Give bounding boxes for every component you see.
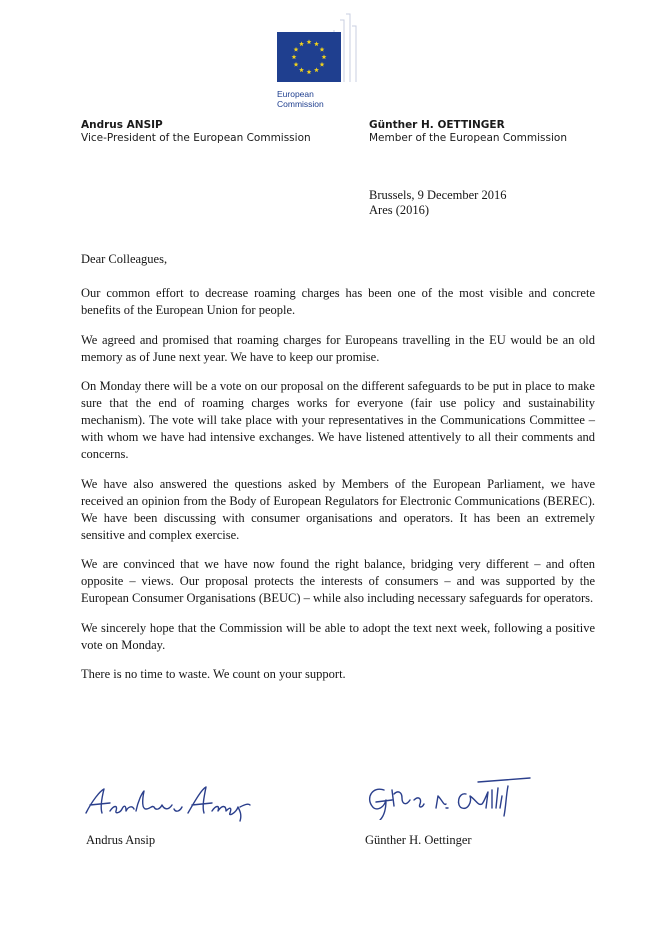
paragraph-2: We agreed and promised that roaming charges for Europeans travelling in the EU would be an old memory as of June next year. We have to keep our promise. <box>81 332 595 364</box>
sender-left-title: Vice-President of the European Commission <box>81 132 311 144</box>
place-date: Brussels, 9 December 2016 <box>369 188 507 202</box>
sender-right-title: Member of the European Commission <box>369 132 567 144</box>
signature-right-image <box>362 776 532 820</box>
logo-text-line2: Commission <box>277 99 324 109</box>
sender-left-name: Andrus ANSIP <box>81 119 163 131</box>
european-commission-logo <box>250 10 370 110</box>
sender-right-name: Günther H. OETTINGER <box>369 119 505 131</box>
letter-body <box>81 251 595 696</box>
salutation: Dear Colleagues, <box>81 252 168 266</box>
signature-left-name: Andrus Ansip <box>86 833 156 847</box>
date-block <box>369 188 506 218</box>
reference-number: Ares (2016) <box>369 203 430 217</box>
paragraph-5: We are convinced that we have now found the right balance, bridging very different – and often opposite – views. Our proposal protects the interests of consumers – and was supported by the European Consumer Organisations (BEUC) – while also including necessary safeguards for operators. <box>81 557 595 605</box>
sender-right <box>369 119 567 145</box>
paragraph-1: Our common effort to decrease roaming charges has been one of the most visible and concrete benefits of the European Union for people. <box>81 286 595 317</box>
logo-text-line1: European <box>277 89 314 99</box>
paragraph-4: We have also answered the questions asked by Members of the European Parliament, we have received an opinion from the Body of European Regulators for Electronic Communications (BEREC). We have been discussing with consumer organisations and operators. It has been an extremely sensitive and complex exercise. <box>81 476 595 542</box>
logo-wordmark <box>277 89 324 109</box>
paragraph-7: There is no time to waste. We count on your support. <box>81 667 346 681</box>
sender-left <box>81 119 311 145</box>
paragraph-6: We sincerely hope that the Commission will be able to adopt the text next week, following a positive vote on Monday. <box>81 620 595 652</box>
paragraph-3: On Monday there will be a vote on our proposal on the different safeguards to be put in place to make sure that the end of roaming charges works for everyone (fair use policy and sustainability mechanism). The vote will take place with your representatives in the Communications Committee – with whom we have had intensive exchanges. We have listened attentively to all their comments and concerns. <box>81 379 595 461</box>
signature-right-name: Günther H. Oettinger <box>365 833 472 847</box>
signature-left-image <box>80 783 255 823</box>
